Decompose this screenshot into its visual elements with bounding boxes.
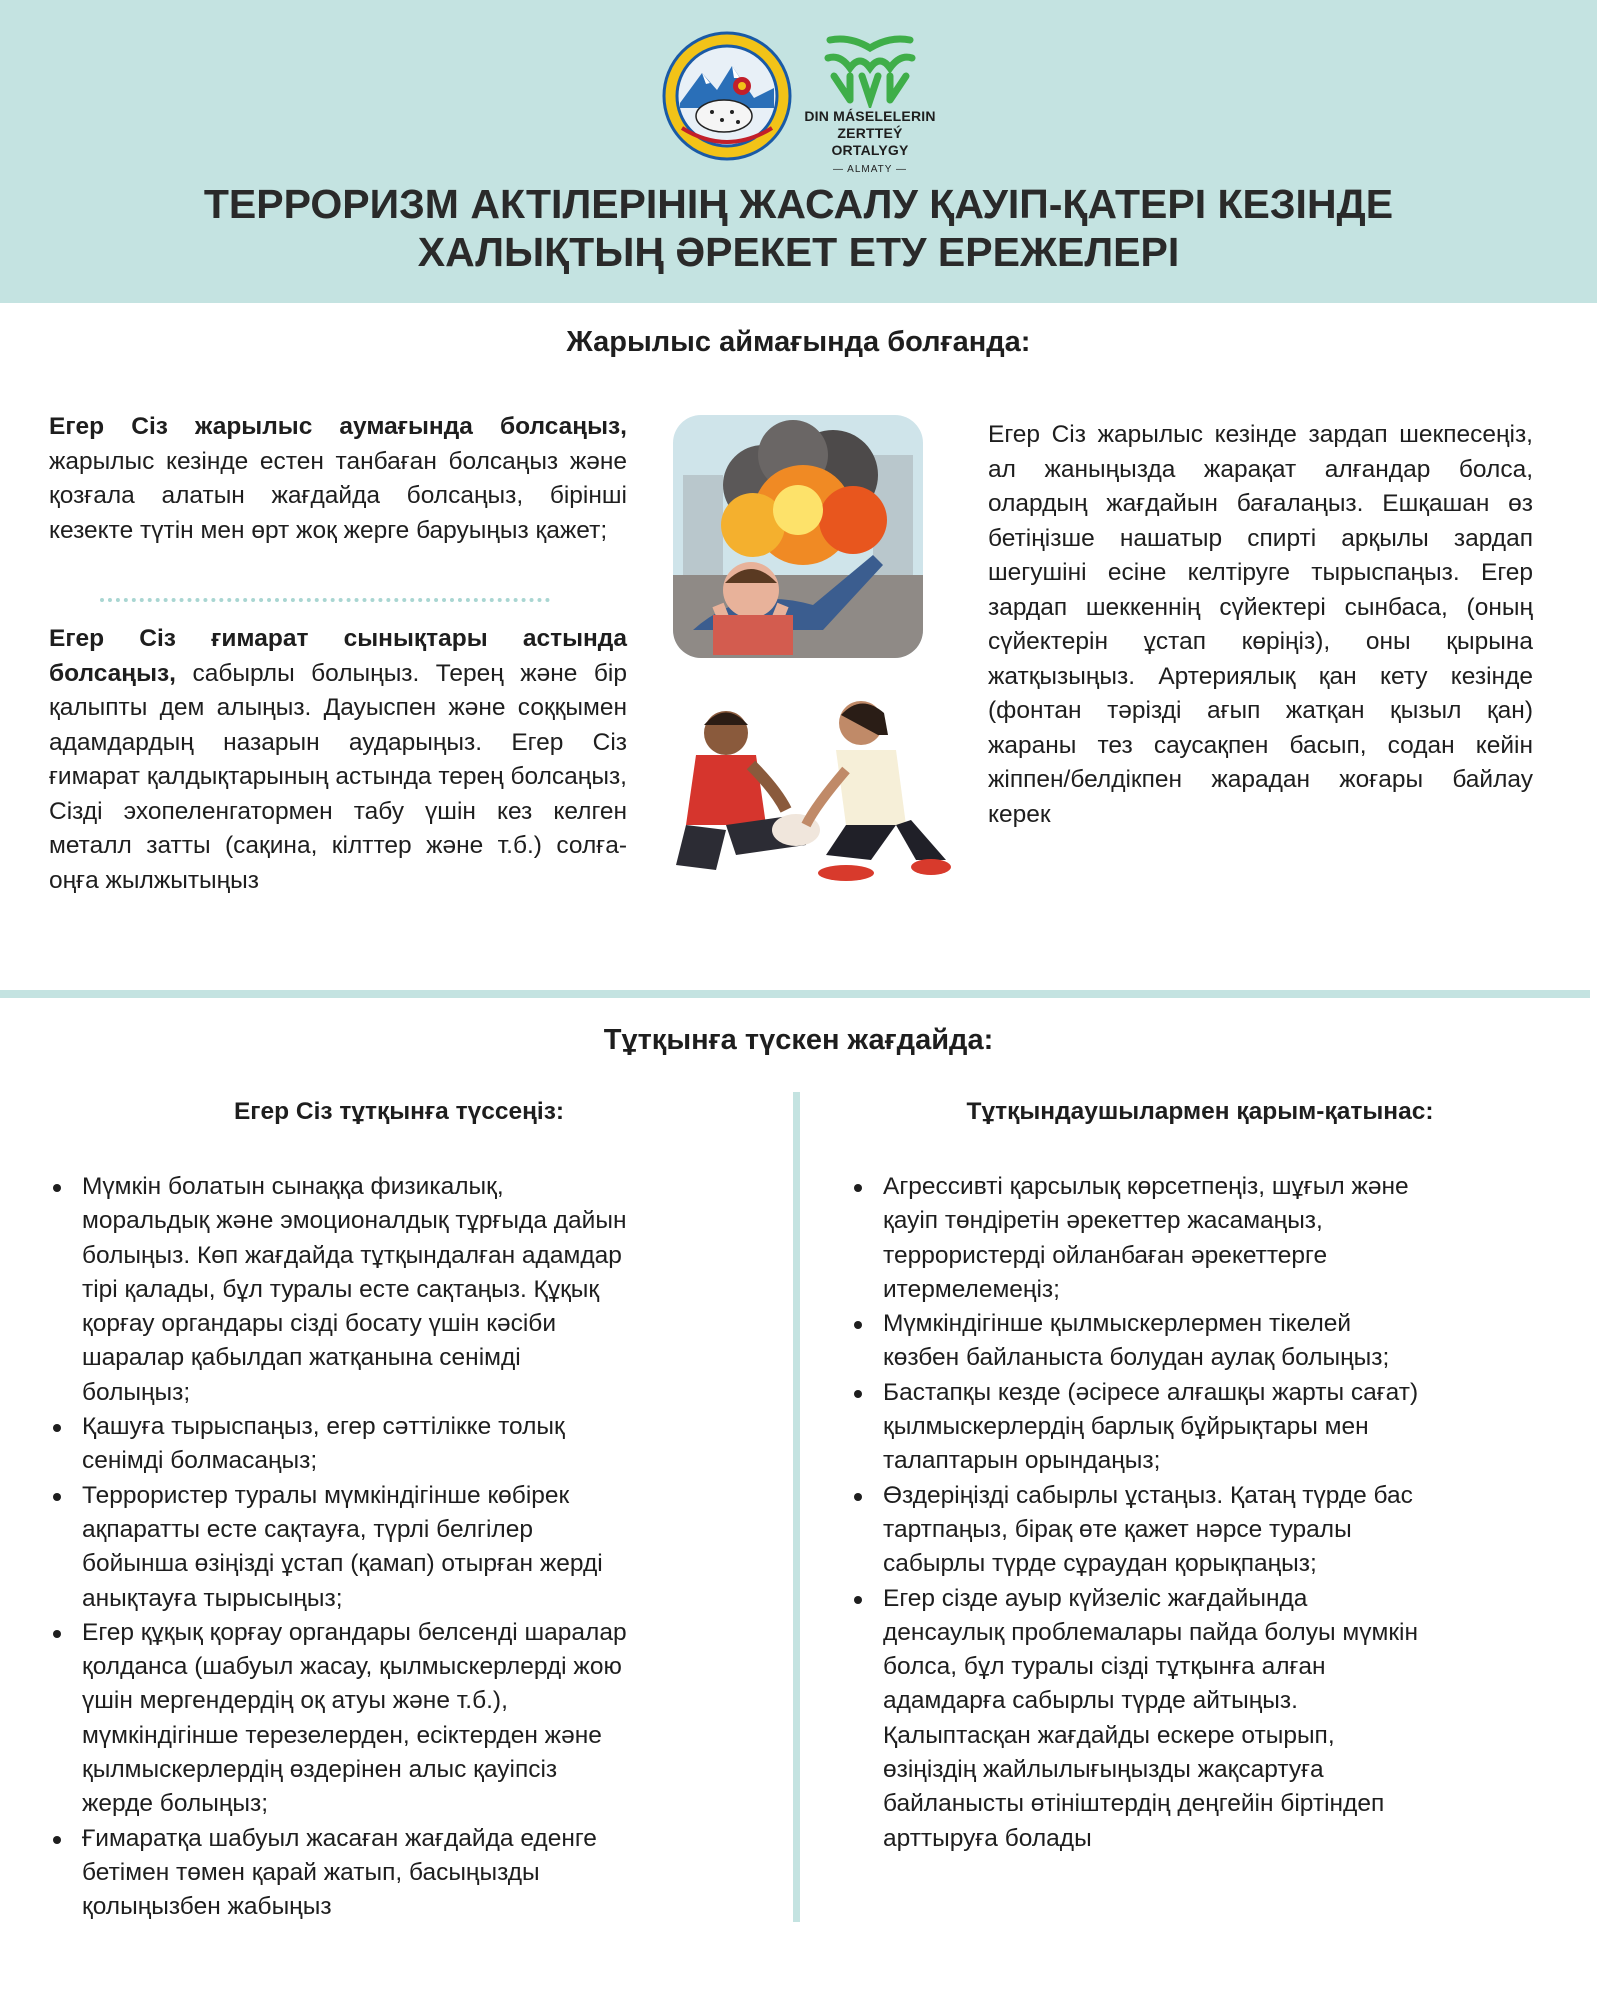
list-line: моральдық және эмоционалдық тұрғыда дайын [82, 1207, 627, 1235]
list-line: ақпаратты есте сақтауға, түрлі белгілер [82, 1515, 533, 1543]
explosion-block-1-bold: Егер Сіз жарылыс аумағында болсаңыз, [49, 413, 627, 440]
hostage-left-list [82, 1170, 782, 1925]
list-line: Егер сізде ауыр күйзеліс жағдайында [883, 1584, 1308, 1612]
list-line: өзіңіздің жайлылығыңызды жақсартуға [883, 1756, 1324, 1784]
section-divider [0, 990, 1590, 998]
explosion-block-2 [49, 622, 627, 898]
list-line: адамдарға сабырлы түрде айтыңыз. [883, 1687, 1298, 1715]
list-line: бойынша өзіңізді ұстап (қамап) отырған жерді [82, 1550, 603, 1578]
list-line: қолданса (шабуыл жасау, қылмыскерлерді жою [82, 1653, 622, 1681]
list-item [883, 1582, 1583, 1856]
explosion-block-2-bold: Егер Сіз ғимарат сынықтары астында болсаңыз, [49, 625, 627, 687]
dotted-separator [100, 598, 550, 602]
list-line: көзбен байланыста болудан аулақ болыңыз; [883, 1344, 1390, 1372]
list-item [82, 1410, 782, 1479]
list-line: Мүмкіндігінше қылмыскерлермен тікелей [883, 1310, 1352, 1338]
list-line: шаралар қабылдап жатқанына сенімді [82, 1344, 521, 1372]
list-line: сабырлы түрде сұраудан қорықпаңыз; [883, 1550, 1317, 1578]
org-name-line-1: DIN MÁSELELERIN [804, 108, 936, 124]
list-item [883, 1479, 1583, 1582]
list-line: мүмкіндігінше терезелерден, есіктерден және [82, 1721, 602, 1749]
list-line: террористерді ойланбаған әрекеттерге [883, 1241, 1328, 1269]
list-line: болыңыз; [82, 1378, 191, 1406]
list-line: тірі қалады, бұл туралы есте сақтаңыз. Құқық [82, 1275, 600, 1303]
list-line: денсаулық проблемалары пайда болуы мүмкін [883, 1618, 1419, 1646]
page-title-line-1: ТЕРРОРИЗМ АКТІЛЕРІНІҢ ЖАСАЛУ ҚАУІП-ҚАТЕРІ КЕЗІНДЕ [203, 181, 1394, 227]
list-line: Агрессивті қарсылық көрсетпеңіз, шұғыл және [883, 1173, 1409, 1200]
list-line: болыңыз. Көп жағдайда тұтқындалған адамдар [82, 1241, 622, 1269]
list-line: Өздеріңізді сабырлы ұстаңыз. Қатаң түрде бас [883, 1481, 1413, 1509]
explosion-block-1-text: жарылыс кезінде естен танбаған болсаңыз және қозғала алатын жағдайда болсаңыз, бірінші кезекте түтін мен өрт жоқ жерге баруыңыз қажет; [49, 447, 627, 544]
list-line: Мүмкін болатын сынаққа физикалық, [82, 1173, 504, 1200]
list-line: сенімді болмасаңыз; [82, 1447, 318, 1475]
list-item [883, 1376, 1583, 1479]
list-line: бетімен төмен қарай жатып, басыңызды [82, 1858, 540, 1886]
list-line: тартпаңыз, бірақ өте қажет нәрсе туралы [883, 1515, 1352, 1543]
list-line: анықтауға тырысыңыз; [82, 1584, 343, 1612]
list-line: үшін мергендердің оқ атуы және т.б.), [82, 1687, 508, 1715]
list-item [82, 1170, 782, 1410]
org-city: — ALMATY — [832, 164, 908, 175]
list-line: Террористер туралы мүмкіндігінше көбірек [82, 1481, 570, 1509]
hostage-left-heading: Егер Сіз тұтқынға түссеңіз: [233, 1098, 565, 1125]
first-aid-illustration [656, 695, 956, 885]
tree-logo-icon [820, 28, 920, 108]
list-line: қолыңызбен жабыңыз [82, 1893, 332, 1921]
list-line: Қалыптасқан жағдайды ескере отырып, [883, 1721, 1335, 1749]
list-line: Ғимаратқа шабуыл жасаған жағдайда еденге [82, 1824, 597, 1852]
list-line: болса, бұл туралы сізді тұтқынға алған [883, 1653, 1326, 1681]
almaty-emblem-logo [662, 28, 792, 164]
list-item [82, 1822, 782, 1925]
list-line: Бастапқы кезде (әсіресе алғашқы жарты сағат) [883, 1378, 1419, 1406]
list-item [883, 1307, 1583, 1376]
list-line: Қашуға тырыспаңыз, егер сәттілікке толық [82, 1413, 565, 1441]
religion-research-center-logo [800, 28, 940, 173]
list-line: Егер құқық қорғау органдары белсенді шаралар [82, 1618, 627, 1646]
list-line: арттыруға болады [883, 1824, 1092, 1852]
hostage-section-title: Тұтқынға түскен жағдайда: [603, 1024, 994, 1056]
column-divider [793, 1092, 800, 1922]
hostage-right-heading: Тұтқындаушылармен қарым-қатынас: [966, 1098, 1434, 1125]
list-item [883, 1170, 1583, 1307]
page-title [0, 180, 1597, 276]
explosion-block-1 [49, 410, 627, 548]
list-line: қорғау органдары сізді босату үшін кәсіби [82, 1310, 557, 1338]
hostage-right-list [883, 1170, 1583, 1856]
list-line: жерде болыңыз; [82, 1790, 269, 1818]
list-line: қылмыскерлердің өздерінен алыс қауіпсіз [82, 1756, 558, 1784]
explosion-right-text: Егер Сіз жарылыс кезінде зардап шекпесеңіз, ал жаныңызда жарақат алғандар болса, олардың жағдайын бағалаңыз. Ешқашан өз бетіңізше нашатыр спирті арқылы зардап шегушіні есіне келтіруге тырыспаңыз. Егер зардап шеккеннің сүйектері сынбаса, (оның сүйектерін ұстап көріңіз), оны қырына жатқызыңыз. Артериялық қан кету кезінде (фонтан тәрізді ағып жатқан қызыл қан) жараны тез саусақпен басып, содан кейін жіппен/белдікпен жарадан жоғары байлау керек [988, 421, 1533, 828]
list-item [82, 1616, 782, 1822]
page-title-line-2: ХАЛЫҚТЫҢ ӘРЕКЕТ ЕТУ ЕРЕЖЕЛЕРІ [417, 229, 1180, 275]
list-line: итермелемеңіз; [883, 1275, 1060, 1303]
list-item [82, 1479, 782, 1616]
header-banner [0, 0, 1597, 303]
org-name-line-2: ZERTTEÝ ORTALYGY [831, 125, 909, 158]
explosion-section-title: Жарылыс аймағында болғанда: [566, 326, 1031, 358]
list-line: қауіп төндіретін әрекеттер жасамаңыз, [883, 1207, 1323, 1235]
explosion-block-2-text: сабырлы болыңыз. Терең және бір қалыпты дем алыңыз. Дауыспен және соққымен адамдардың назарын аударыңыз. Егер Сіз ғимарат қалдықтарының астында терең болсаңыз, Сізді эхопеленгатормен табу үшін кез келген металл затты (сақина, кілттер және т.б.) солға-оңға жылжытыңыз [49, 659, 627, 894]
explosion-illustration [673, 415, 923, 658]
list-line: талаптарын орындаңыз; [883, 1447, 1161, 1475]
list-line: байланысты өтініштердің деңгейін біртіндеп [883, 1790, 1385, 1818]
list-line: қылмыскерлердің барлық бұйрықтары мен [883, 1413, 1369, 1441]
